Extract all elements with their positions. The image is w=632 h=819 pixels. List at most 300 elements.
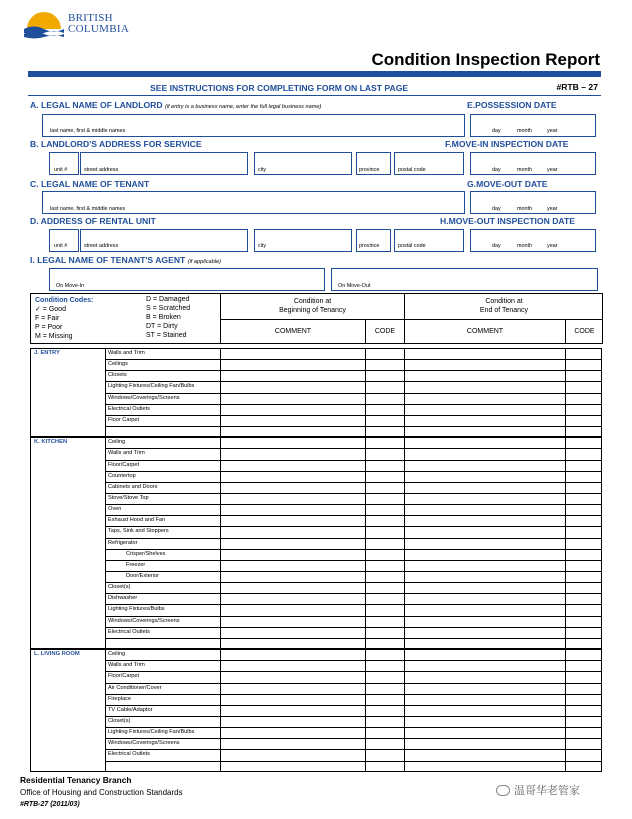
begin-comment-cell[interactable] (221, 716, 364, 727)
table-row-item-label: Lighting Fixtures/Ceiling Fan/Bulbs (108, 383, 195, 390)
move-out-insp-month-label: month (517, 243, 532, 249)
end-code-cell[interactable] (566, 616, 602, 627)
table-row-item-label: TV Cable/Adaptor (108, 706, 153, 713)
end-code-cell[interactable] (566, 426, 602, 437)
end-comment-cell[interactable] (405, 560, 564, 571)
grid-column-line (220, 649, 221, 772)
condition-codes-title: Condition Codes: (35, 297, 94, 304)
table-row-item-label: Air Conditioner/Cover (108, 684, 162, 691)
instructions-text: SEE INSTRUCTIONS FOR COMPLETING FORM ON LAST PAGE (150, 83, 409, 93)
end-comment-cell[interactable] (405, 415, 564, 426)
begin-comment-cell[interactable] (221, 683, 364, 694)
end-code-cell[interactable] (566, 593, 602, 604)
table-row-item-label: Floor/Carpet (108, 461, 140, 468)
grid-column-line (220, 348, 221, 437)
begin-code-cell[interactable] (366, 749, 403, 760)
move-in-inspection-date-field[interactable] (470, 152, 596, 175)
end-comment-cell[interactable] (405, 716, 564, 727)
begin-comment-cell[interactable] (221, 448, 364, 459)
table-row-line (105, 493, 602, 494)
end-comment-cell[interactable] (405, 549, 564, 560)
begin-comment-cell[interactable] (221, 582, 364, 593)
room-block (30, 348, 602, 437)
watermark (496, 780, 580, 800)
bc-sun-icon (24, 9, 64, 39)
table-row-item-label: Windows/Coverings/Screens (108, 617, 180, 624)
end-comment-cell[interactable] (405, 616, 564, 627)
end-comment-cell[interactable] (405, 638, 564, 649)
end-code-cell[interactable] (566, 705, 602, 716)
section-d-title: D. ADDRESS OF RENTAL UNIT (30, 216, 156, 226)
grid-column-line (565, 348, 566, 437)
end-comment-cell[interactable] (405, 504, 564, 515)
grid-column-line (105, 437, 106, 649)
begin-comment-cell[interactable] (221, 571, 364, 582)
move-out-day-label: day (492, 206, 501, 212)
table-row-line (105, 515, 602, 516)
end-comment-cell[interactable] (405, 359, 564, 370)
end-code-cell[interactable] (566, 604, 602, 615)
grid-column-line (565, 649, 566, 772)
table-row-line (105, 448, 602, 449)
table-row-line (105, 727, 602, 728)
begin-comment-cell[interactable] (221, 738, 364, 749)
end-code-cell[interactable] (566, 671, 602, 682)
table-row-item-label: Exhaust Hood and Fan (108, 517, 166, 524)
table-row-item-label: Electrical Outlets (108, 628, 150, 635)
table-row-line (105, 593, 602, 594)
table-row-item-label: Countertop (108, 472, 136, 479)
rental-city-label: city (258, 243, 267, 249)
begin-code-cell[interactable] (366, 515, 403, 526)
begin-comment-cell[interactable] (221, 370, 364, 381)
begin-code-cell[interactable] (366, 582, 403, 593)
end-code-cell[interactable] (566, 404, 602, 415)
end-code-cell[interactable] (566, 359, 602, 370)
footer-branch: Residential Tenancy Branch (20, 775, 132, 785)
begin-code-cell[interactable] (366, 493, 403, 504)
possession-month-label: month (517, 128, 532, 134)
table-row-line (105, 627, 602, 628)
end-code-cell[interactable] (566, 694, 602, 705)
begin-code-cell[interactable] (366, 471, 403, 482)
end-code-cell[interactable] (566, 460, 602, 471)
table-row-line (105, 582, 602, 583)
end-code-cell[interactable] (566, 582, 602, 593)
room-title: K. KITCHEN (34, 439, 68, 446)
chat-bubble-icon (496, 785, 510, 796)
table-row-line (105, 460, 602, 461)
page-title: Condition Inspection Report (371, 50, 600, 69)
table-row-item-label: Electrical Outlets (108, 405, 150, 412)
table-row-line (105, 638, 602, 639)
code-good: ✓ = Good (35, 306, 66, 313)
move-in-month-label: month (517, 167, 532, 173)
end-code-cell[interactable] (566, 482, 602, 493)
table-row-line (105, 705, 602, 706)
end-comment-cell[interactable] (405, 515, 564, 526)
instructions-divider (28, 95, 601, 96)
table-row-line (105, 482, 602, 483)
end-comment-cell[interactable] (405, 404, 564, 415)
landlord-province-label: province (359, 167, 380, 173)
agent-move-out-field[interactable] (331, 268, 598, 291)
table-row-item-label: Crisper/Shelves (126, 550, 166, 557)
begin-code-cell[interactable] (366, 571, 403, 582)
end-code-cell[interactable] (566, 716, 602, 727)
begin-comment-cell[interactable] (221, 437, 364, 448)
begin-code-cell[interactable] (366, 526, 403, 537)
end-comment-cell[interactable] (405, 538, 564, 549)
begin-code-cell[interactable] (366, 404, 403, 415)
begin-comment-cell[interactable] (221, 538, 364, 549)
section-h-title: H.MOVE-OUT INSPECTION DATE (440, 216, 575, 226)
end-code-cell[interactable] (566, 571, 602, 582)
possession-date-field[interactable] (470, 114, 596, 137)
end-code-cell[interactable] (566, 348, 602, 359)
end-code-cell[interactable] (566, 393, 602, 404)
end-comment-cell[interactable] (405, 761, 564, 772)
table-row-item-label: Fireplace (108, 695, 132, 702)
code-fair: F = Fair (35, 315, 60, 322)
section-a-title: A. LEGAL NAME OF LANDLORD (if entry is a business name, enter the full legal business name) (30, 100, 322, 110)
grid-column-line (404, 437, 405, 649)
begin-code-cell[interactable] (366, 738, 403, 749)
room-title: L. LIVING ROOM (34, 651, 80, 658)
begin-comment-cell[interactable] (221, 761, 364, 772)
table-row-item-label: Cabinets and Doors (108, 483, 158, 490)
begin-code-cell[interactable] (366, 359, 403, 370)
end-code-cell[interactable] (566, 761, 602, 772)
begin-comment-cell[interactable] (221, 526, 364, 537)
begin-code-cell[interactable] (366, 381, 403, 392)
rental-unit-label: unit # (54, 243, 68, 249)
agent-move-in-label: On Move-In (56, 283, 85, 289)
landlord-city-field[interactable] (254, 152, 352, 175)
table-row-line (105, 538, 602, 539)
begin-comment-cell[interactable] (221, 504, 364, 515)
move-out-insp-day-label: day (492, 243, 501, 249)
begin-comment-cell[interactable] (221, 404, 364, 415)
end-comment-cell[interactable] (405, 705, 564, 716)
table-row-item-label: Freezer (126, 561, 146, 568)
begin-comment-cell[interactable] (221, 549, 364, 560)
end-code-cell[interactable] (566, 649, 602, 660)
table-row-item-label: Walls and Trim (108, 350, 145, 356)
begin-code-cell[interactable] (366, 437, 403, 448)
begin-code-cell[interactable] (366, 727, 403, 738)
table-row-item-label: Lighting Fixtures/Bulbs (108, 606, 165, 613)
rental-city-field[interactable] (254, 229, 352, 252)
end-comment-cell[interactable] (405, 727, 564, 738)
table-row-line (105, 393, 602, 394)
code-stained: ST = Stained (146, 332, 187, 339)
move-in-day-label: day (492, 167, 501, 173)
table-row-line (105, 359, 602, 360)
table-row-line (105, 571, 602, 572)
table-row-line (105, 526, 602, 527)
table-row-line (105, 504, 602, 505)
code-damaged: D = Damaged (146, 296, 190, 303)
end-comment-header: COMMENT (466, 328, 504, 335)
end-comment-cell[interactable] (405, 348, 564, 359)
table-row-item-label: Closet(s) (108, 717, 131, 724)
begin-comment-cell[interactable] (221, 627, 364, 638)
table-row-item-label: Walls and Trim (108, 450, 145, 457)
room-block (30, 649, 602, 772)
end-comment-cell[interactable] (405, 627, 564, 638)
end-code-cell[interactable] (566, 660, 602, 671)
logo-text-british: BRITISH (68, 12, 113, 24)
landlord-postal-label: postal code (398, 167, 426, 173)
begin-comment-cell[interactable] (221, 426, 364, 437)
begin-comment-cell[interactable] (221, 616, 364, 627)
end-code-cell[interactable] (566, 493, 602, 504)
end-comment-cell[interactable] (405, 694, 564, 705)
begin-comment-cell[interactable] (221, 493, 364, 504)
begin-code-cell[interactable] (366, 761, 403, 772)
table-row-item-label: Ceiling (108, 439, 126, 446)
end-code-cell[interactable] (566, 738, 602, 749)
begin-comment-cell[interactable] (221, 649, 364, 660)
begin-comment-cell[interactable] (221, 515, 364, 526)
begin-code-cell[interactable] (366, 415, 403, 426)
logo-text-columbia: COLUMBIA (68, 23, 130, 35)
begin-comment-cell[interactable] (221, 460, 364, 471)
begin-comment-cell[interactable] (221, 604, 364, 615)
table-row-item-label: Taps, Sink and Stoppers (108, 528, 169, 535)
begin-code-cell[interactable] (366, 660, 403, 671)
section-i-note: (if applicable) (187, 259, 221, 265)
possession-day-label: day (492, 128, 501, 134)
begin-comment-cell[interactable] (221, 593, 364, 604)
end-code-cell[interactable] (566, 448, 602, 459)
grid-column-line (105, 348, 106, 437)
table-row-item-label: Oven (108, 506, 122, 513)
end-comment-cell[interactable] (405, 671, 564, 682)
end-comment-cell[interactable] (405, 604, 564, 615)
begin-comment-header: COMMENT (274, 328, 312, 335)
table-row-item-label: Ceiling (108, 651, 126, 658)
end-code-cell[interactable] (566, 471, 602, 482)
end-code-cell[interactable] (566, 683, 602, 694)
begin-comment-cell[interactable] (221, 381, 364, 392)
end-comment-cell[interactable] (405, 593, 564, 604)
grid-column-line (404, 348, 405, 437)
end-comment-cell[interactable] (405, 393, 564, 404)
table-row-item-label: Stove/Stove Top (108, 494, 149, 501)
end-comment-cell[interactable] (405, 660, 564, 671)
rental-postal-label: postal code (398, 243, 426, 249)
begin-code-cell[interactable] (366, 393, 403, 404)
begin-code-cell[interactable] (366, 593, 403, 604)
begin-code-cell[interactable] (366, 683, 403, 694)
begin-code-header: CODE (374, 328, 396, 335)
grid-column-line (365, 348, 366, 437)
begin-comment-cell[interactable] (221, 749, 364, 760)
table-row-line (105, 694, 602, 695)
table-row-line (105, 616, 602, 617)
begin-code-cell[interactable] (366, 549, 403, 560)
title-bar (28, 71, 601, 77)
move-out-month-label: month (517, 206, 532, 212)
possession-year-label: year (547, 128, 558, 134)
end-code-cell[interactable] (566, 549, 602, 560)
begin-comment-cell[interactable] (221, 705, 364, 716)
end-code-cell[interactable] (566, 415, 602, 426)
table-row-line (105, 404, 602, 405)
table-row-line (105, 716, 602, 717)
move-in-year-label: year (547, 167, 558, 173)
begin-comment-cell[interactable] (221, 671, 364, 682)
end-comment-cell[interactable] (405, 582, 564, 593)
section-i-title: I. LEGAL NAME OF TENANT'S AGENT (if applicable) (30, 255, 221, 265)
end-comment-cell[interactable] (405, 493, 564, 504)
table-row-item-label: Windows/Coverings/Screens (108, 740, 180, 747)
table-row-line (105, 415, 602, 416)
table-row-line (105, 738, 602, 739)
end-comment-cell[interactable] (405, 426, 564, 437)
begin-code-cell[interactable] (366, 671, 403, 682)
table-row-line (105, 761, 602, 762)
end-code-cell[interactable] (566, 515, 602, 526)
begin-comment-cell[interactable] (221, 482, 364, 493)
begin-comment-cell[interactable] (221, 560, 364, 571)
begin-code-cell[interactable] (366, 616, 403, 627)
landlord-city-label: city (258, 167, 267, 173)
agent-move-out-label: On Move-Out (338, 283, 371, 289)
begin-code-cell[interactable] (366, 638, 403, 649)
table-row-line (105, 426, 602, 427)
table-row-item-label: Door/Exterior (126, 573, 159, 579)
section-a-note: (if entry is a business name, enter the full legal business name) (164, 104, 322, 110)
table-row-item-label: Lighting Fixtures/Ceiling Fan/Bulbs (108, 729, 195, 736)
end-comment-cell[interactable] (405, 749, 564, 760)
end-comment-cell[interactable] (405, 437, 564, 448)
end-tenancy-header: Condition at End of Tenancy (479, 298, 529, 314)
end-code-cell[interactable] (566, 638, 602, 649)
begin-tenancy-header: Condition at Beginning of Tenancy (279, 298, 346, 314)
landlord-name-label: last name, first & middle names (50, 128, 126, 134)
table-row-line (105, 471, 602, 472)
begin-comment-cell[interactable] (221, 393, 364, 404)
footer-form-code: #RTB-27 (2011/03) (20, 801, 80, 808)
landlord-street-label: street address (84, 167, 119, 173)
end-comment-cell[interactable] (405, 526, 564, 537)
end-code-cell[interactable] (566, 526, 602, 537)
section-f-title: F.MOVE-IN INSPECTION DATE (445, 139, 569, 149)
begin-code-cell[interactable] (366, 604, 403, 615)
table-row-item-label: Dishwasher (108, 595, 138, 602)
end-code-cell[interactable] (566, 749, 602, 760)
end-comment-cell[interactable] (405, 738, 564, 749)
table-row-item-label: Closets (108, 372, 127, 379)
table-row-item-label: Floor/Carpet (108, 673, 140, 680)
begin-comment-cell[interactable] (221, 638, 364, 649)
agent-move-in-field[interactable] (49, 268, 325, 291)
begin-comment-cell[interactable] (221, 694, 364, 705)
end-code-cell[interactable] (566, 727, 602, 738)
begin-code-cell[interactable] (366, 348, 403, 359)
begin-code-cell[interactable] (366, 649, 403, 660)
move-out-insp-year-label: year (547, 243, 558, 249)
begin-comment-cell[interactable] (221, 415, 364, 426)
begin-comment-cell[interactable] (221, 348, 364, 359)
table-row-item-label: Floor Carpet (108, 416, 140, 423)
begin-comment-cell[interactable] (221, 727, 364, 738)
move-out-year-label: year (547, 206, 558, 212)
table-row-line (105, 560, 602, 561)
begin-code-cell[interactable] (366, 560, 403, 571)
section-e-title: E.POSSESSION DATE (467, 100, 557, 110)
landlord-unit-label: unit # (54, 167, 68, 173)
begin-code-cell[interactable] (366, 370, 403, 381)
table-row-line (105, 683, 602, 684)
end-comment-cell[interactable] (405, 448, 564, 459)
begin-comment-cell[interactable] (221, 471, 364, 482)
begin-code-cell[interactable] (366, 716, 403, 727)
end-code-cell[interactable] (566, 370, 602, 381)
begin-code-cell[interactable] (366, 627, 403, 638)
end-comment-cell[interactable] (405, 471, 564, 482)
end-comment-cell[interactable] (405, 370, 564, 381)
section-g-title: G.MOVE-OUT DATE (467, 179, 548, 189)
end-code-cell[interactable] (566, 538, 602, 549)
begin-code-cell[interactable] (366, 460, 403, 471)
table-row-item-label: Closet(s) (108, 584, 131, 591)
section-b-title: B. LANDLORD'S ADDRESS FOR SERVICE (30, 139, 202, 149)
begin-comment-cell[interactable] (221, 359, 364, 370)
end-code-cell[interactable] (566, 504, 602, 515)
end-code-cell[interactable] (566, 627, 602, 638)
end-comment-cell[interactable] (405, 649, 564, 660)
begin-code-cell[interactable] (366, 482, 403, 493)
begin-code-cell[interactable] (366, 538, 403, 549)
table-row-item-label: Electrical Outlets (108, 751, 150, 758)
table-row-item-label: Refrigerator (108, 539, 138, 546)
begin-code-cell[interactable] (366, 694, 403, 705)
table-row-line (105, 549, 602, 550)
section-c-title: C. LEGAL NAME OF TENANT (30, 179, 150, 189)
end-comment-cell[interactable] (405, 571, 564, 582)
begin-code-cell[interactable] (366, 426, 403, 437)
begin-comment-cell[interactable] (221, 660, 364, 671)
move-out-date-field[interactable] (470, 191, 596, 214)
table-row-line (105, 749, 602, 750)
begin-code-cell[interactable] (366, 504, 403, 515)
end-comment-cell[interactable] (405, 683, 564, 694)
begin-code-cell[interactable] (366, 705, 403, 716)
table-row-line (105, 370, 602, 371)
begin-code-cell[interactable] (366, 448, 403, 459)
footer-office: Office of Housing and Construction Standards (20, 788, 183, 797)
grid-column-line (365, 649, 366, 772)
end-code-cell[interactable] (566, 381, 602, 392)
end-comment-cell[interactable] (405, 460, 564, 471)
room-title: J. ENTRY (34, 350, 60, 356)
end-comment-cell[interactable] (405, 381, 564, 392)
end-comment-cell[interactable] (405, 482, 564, 493)
table-row-item-label: Windows/Coverings/Screens (108, 394, 180, 401)
rental-province-label: province (359, 243, 380, 249)
end-code-cell[interactable] (566, 437, 602, 448)
end-code-cell[interactable] (566, 560, 602, 571)
table-row-line (105, 381, 602, 382)
code-missing: M = Missing (35, 333, 73, 340)
rental-street-label: street address (84, 243, 119, 249)
move-out-inspection-date-field[interactable] (470, 229, 596, 252)
grid-column-line (105, 649, 106, 772)
